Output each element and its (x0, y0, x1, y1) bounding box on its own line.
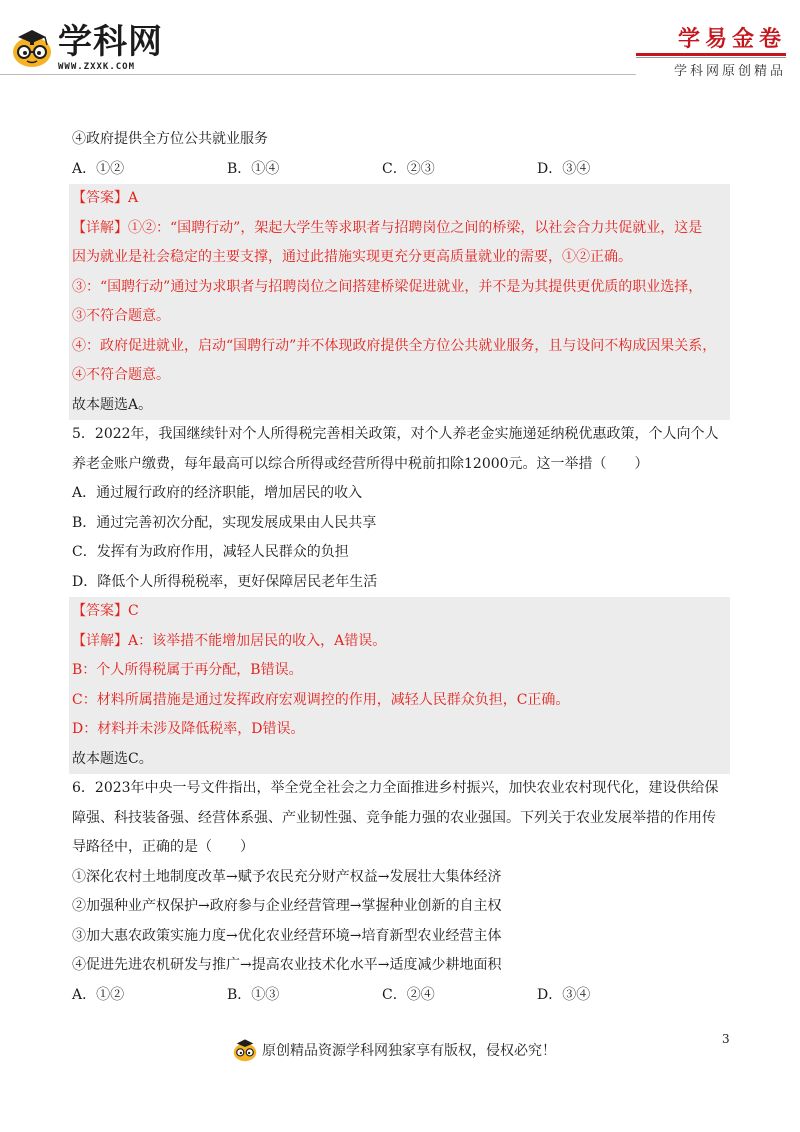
q4-option-d: D．③④ (537, 160, 591, 177)
mascot-face-icon (10, 28, 54, 68)
document-body (72, 125, 728, 1010)
brand-title: 学易金卷 (677, 27, 786, 52)
q6-option-a: A．①② (72, 986, 125, 1003)
q5-detail-line: D：材料并未涉及降低税率，D错误。 (72, 721, 305, 737)
q6-options (72, 981, 728, 1011)
brand-subtitle: 学科网原创精品 (673, 64, 786, 79)
q4-detail-line: 因为就业是社会稳定的主要支撑，通过此措施实现更充分更高质量就业的需要，①②正确。 (72, 249, 632, 265)
q5-option-a: A．通过履行政府的经济职能，增加居民的收入 (72, 485, 363, 501)
q6-stem-line: 导路径中，正确的是（ ） (72, 839, 254, 855)
q5-conclusion: 故本题选C。 (72, 750, 153, 767)
q4-answer (72, 184, 730, 214)
q5-detail-line: C：材料所属措施是通过发挥政府宏观调控的作用，减轻人民群众负担，C正确。 (72, 691, 570, 708)
q5-option-b: B．通过完善初次分配，实现发展成果由人民共享 (72, 514, 377, 531)
brand-red-rule (636, 53, 786, 56)
q4-answer-box (69, 184, 730, 420)
brand-gray-rule (636, 57, 786, 58)
answer-label: 【答案】 (72, 190, 128, 206)
q4-stem-item: ④政府提供全方位公共就业服务 (72, 131, 268, 147)
header-divider (0, 74, 636, 75)
q4-option-b: B．①④ (227, 160, 280, 177)
q6-item: ③加大惠农政策实施力度→优化农业经营环境→培育新型农业经营主体 (72, 927, 502, 944)
logo-text: 学科网 (58, 22, 163, 62)
q6-option-d: D．③④ (537, 986, 591, 1003)
mascot-face-icon (232, 1038, 258, 1062)
q4-detail-line: ③不符合题意。 (72, 308, 170, 324)
q4-detail-line: 【详解】①②：“国聘行动”，架起大学生等求职者与招聘岗位之间的桥梁，以社会合力共促就业，这是 (72, 219, 703, 236)
q4-detail-line: ③：“国聘行动”通过为求职者与招聘岗位之间搭建桥梁促进就业，并不是为其提供更优质的职业选择， (72, 278, 703, 295)
q5-detail-line: B：个人所得税属于再分配，B错误。 (72, 662, 303, 678)
detail-label: 【详解】 (72, 219, 128, 236)
q4-detail-line: ④不符合题意。 (72, 367, 170, 383)
copyright-notice: 原创精品资源学科网独家享有版权，侵权必究！ (262, 1043, 556, 1059)
logo-url: WWW.ZXXK.COM (58, 62, 136, 72)
q6-item: ④促进先进农机研发与推广→提高农业技术化水平→适度减少耕地面积 (72, 957, 502, 973)
q5-option-c: C．发挥有为政府作用，减轻人民群众的负担 (72, 544, 349, 560)
q5-answer (72, 597, 730, 627)
q6-stem-line: 障强、科技装备强、经营体系强、产业韧性强、竞争能力强的农业强国。下列关于农业发展举措的作用传 (72, 809, 716, 826)
answer-label: 【答案】 (72, 603, 128, 619)
q6-item: ①深化农村土地制度改革→赋予农民充分财产权益→发展壮大集体经济 (72, 868, 502, 885)
page-header (0, 0, 800, 90)
q4-option-a: A．①② (72, 160, 125, 177)
q5-option-d: D．降低个人所得税税率，更好保障居民老年生活 (72, 573, 378, 590)
q4-detail-line: ④：政府促进就业，启动“国聘行动”并不体现政府提供全方位公共就业服务，且与设问不构成因果关系， (72, 337, 717, 354)
q5-stem-line: 养老金账户缴费，每年最高可以综合所得或经营所得中税前扣除12000元。这一举措（ ） (72, 455, 649, 472)
q5-stem-line: 5．2022年，我国继续针对个人所得税完善相关政策，对个人养老金实施递延纳税优惠政策，个人向个人 (72, 426, 719, 442)
q4-options (72, 155, 728, 185)
page-footer (232, 1038, 556, 1062)
q5-answer-box (69, 597, 730, 774)
answer-value: C (128, 603, 139, 619)
q4-option-c: C．②③ (382, 160, 435, 177)
q6-option-c: C．②④ (382, 986, 435, 1003)
zxxk-logo[interactable] (10, 20, 180, 80)
q4-conclusion: 故本题选A。 (72, 396, 153, 413)
q5-detail-line: 【详解】A：该举措不能增加居民的收入，A错误。 (72, 632, 387, 649)
q6-item: ②加强种业产权保护→政府参与企业经营管理→掌握种业创新的自主权 (72, 898, 502, 914)
answer-value: A (128, 190, 139, 206)
page-number: 3 (722, 1032, 730, 1046)
detail-label: 【详解】 (72, 632, 128, 649)
brand-block (636, 22, 786, 78)
q6-stem-line: 6．2023年中央一号文件指出，举全党全社会之力全面推进乡村振兴，加快农业农村现代化，建设供给保 (72, 780, 719, 796)
q6-option-b: B．①③ (227, 986, 280, 1003)
